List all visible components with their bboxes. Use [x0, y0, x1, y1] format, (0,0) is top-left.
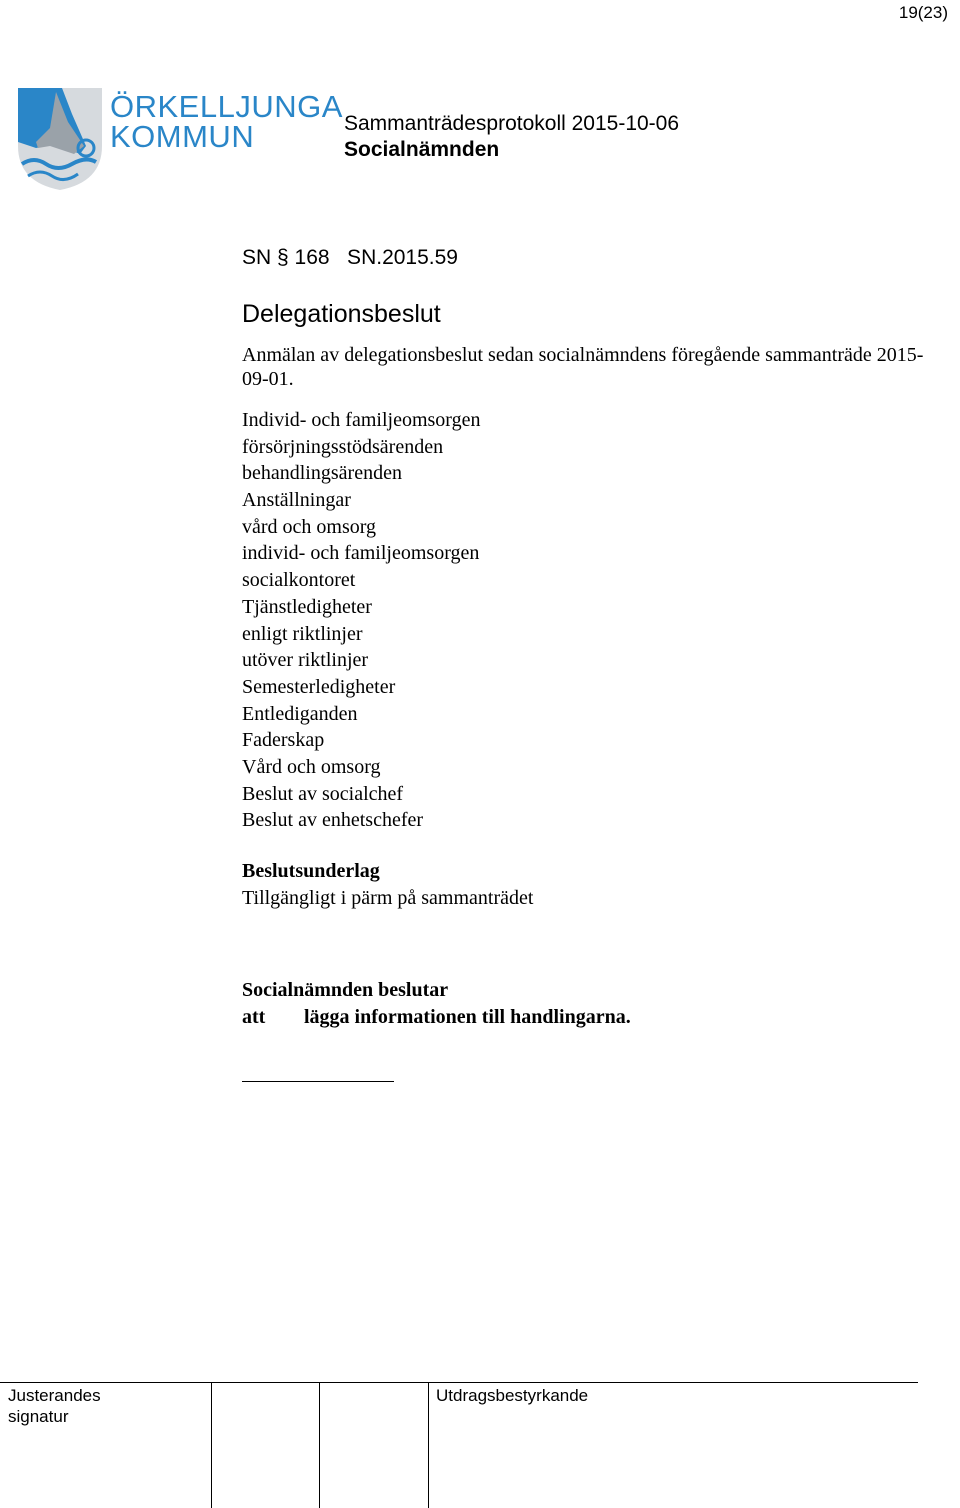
list-item: socialkontoret — [242, 569, 356, 592]
list-item: utöver riktlinjer — [242, 649, 369, 672]
section-title: Delegationsbeslut — [242, 300, 441, 328]
justerandes-line-1: Justerandes — [8, 1386, 101, 1405]
list-item: Individ- och familjeomsorgen — [242, 409, 481, 431]
decision-heading: Socialnämnden beslutar — [242, 979, 449, 1001]
underlag-heading: Beslutsunderlag — [242, 860, 380, 882]
list-item: försörjningsstödsärenden — [242, 435, 444, 458]
list-item: Vård och omsorg — [242, 755, 381, 778]
justerandes-signatur-label — [8, 1385, 101, 1427]
list-item: individ- och familjeomsorgen — [242, 542, 480, 565]
decision-att-label: att — [242, 1006, 266, 1028]
logo-line-2: KOMMUN — [110, 119, 255, 154]
underlag-text: Tillgängligt i pärm på sammanträdet — [242, 887, 534, 909]
list-item: Beslut av socialchef — [242, 782, 404, 805]
intro-paragraph: Anmälan av delegationsbeslut sedan socialnämndens föregående sammanträde 2015-09-01. — [242, 344, 924, 390]
utdragsbestyrkande-label: Utdragsbestyrkande — [436, 1386, 589, 1405]
decision-text: lägga informationen till handlingarna. — [304, 1006, 631, 1028]
page-number: 19(23) — [898, 3, 948, 22]
department-name: Socialnämnden — [344, 138, 500, 161]
section-end-line — [242, 1081, 394, 1082]
decision-clause — [242, 1006, 631, 1029]
list-item: Beslut av enhetschefer — [242, 809, 424, 832]
list-item: behandlingsärenden — [242, 462, 402, 485]
delegation-item-list — [242, 407, 480, 834]
list-item: Faderskap — [242, 729, 325, 752]
footer-divider — [428, 1383, 429, 1508]
justerandes-line-2: signatur — [8, 1407, 69, 1426]
list-item: Entlediganden — [242, 702, 358, 725]
list-item: Semesterledigheter — [242, 675, 396, 698]
footer-divider — [211, 1383, 212, 1508]
section-reference: SN § 168 SN.2015.59 — [242, 246, 458, 269]
list-item: Anställningar — [242, 489, 351, 512]
list-item: Tjänstledigheter — [242, 595, 372, 618]
protocol-title: Sammanträdesprotokoll 2015-10-06 — [344, 112, 680, 135]
logo-wordmark — [110, 89, 343, 154]
footer-rule — [0, 1382, 918, 1383]
list-item: vård och omsorg — [242, 515, 377, 538]
footer-divider — [319, 1383, 320, 1508]
list-item: enligt riktlinjer — [242, 622, 363, 645]
logo-line-1: ÖRKELLJUNGA — [110, 89, 343, 124]
